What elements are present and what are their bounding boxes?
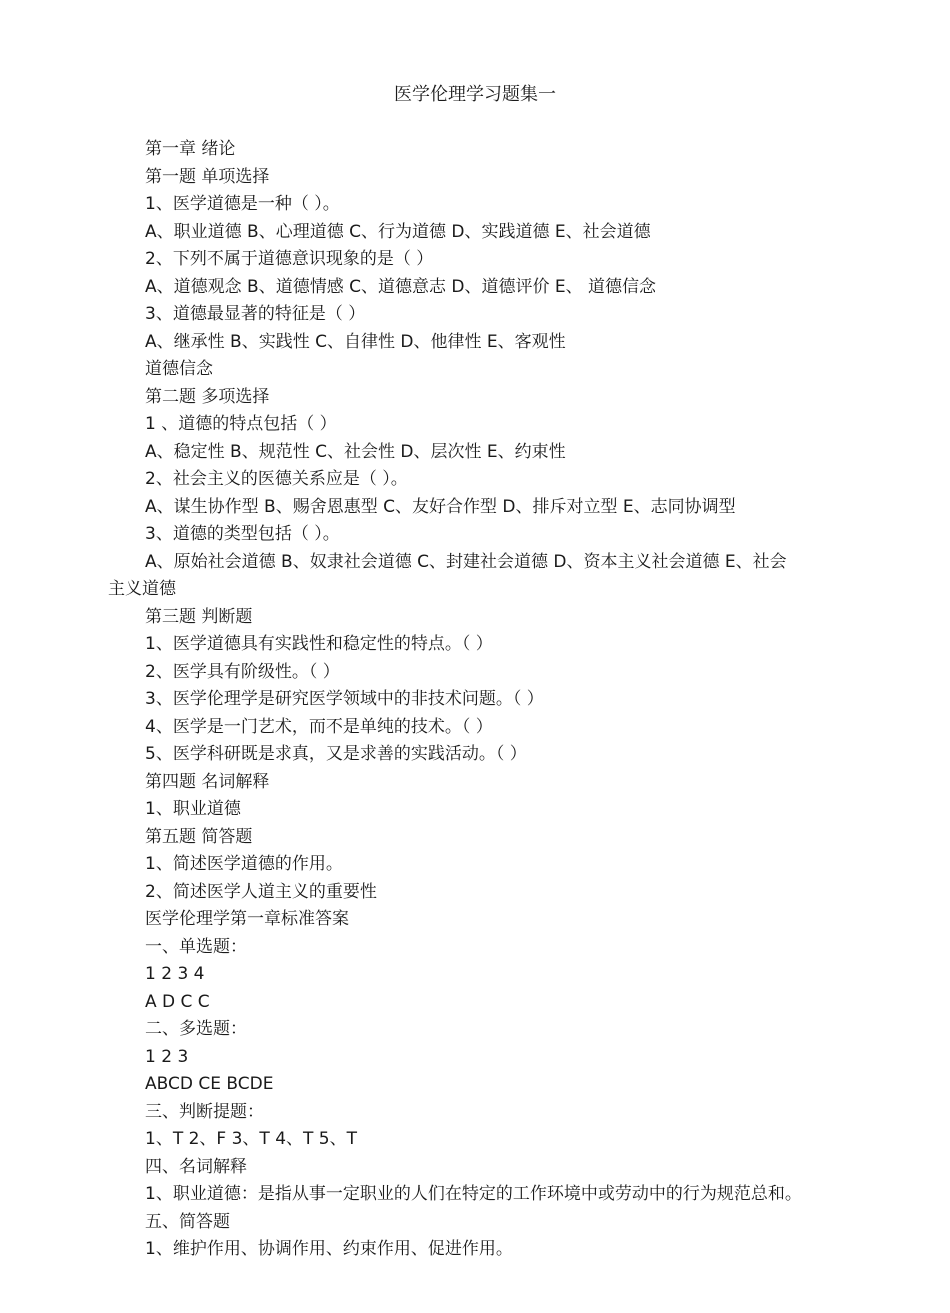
answer-values: 1、T 2、F 3、T 4、T 5、T	[145, 1129, 358, 1149]
answer-section-heading: 一、单选题：	[145, 937, 247, 957]
answer-values: ABCD CE BCDE	[145, 1074, 274, 1094]
question-text: 4、医学是一门艺术，而不是单纯的技术。（ ）	[145, 717, 493, 737]
answer-options: A、谋生协作型 B、赐舍恩惠型 C、友好合作型 D、排斥对立型 E、志同协调型	[145, 497, 736, 517]
answer-values: A D C C	[145, 992, 210, 1012]
section-heading-true-false: 第三题 判断题	[145, 607, 253, 627]
question-text: 1、医学道德具有实践性和稳定性的特点。（ ）	[145, 634, 493, 654]
document-title: 医学伦理学习题集一	[394, 84, 556, 105]
question-text: 3、道德的类型包括（ ）。	[145, 524, 340, 544]
section-heading-multiple-choice: 第二题 多项选择	[145, 387, 270, 407]
text-line: 道德信念	[145, 359, 213, 379]
answer-options: A、继承性 B、实践性 C、自律性 D、他律性 E、客观性	[145, 332, 566, 352]
question-text: 2、医学具有阶级性。（ ）	[145, 662, 340, 682]
answer-text: 1、职业道德：是指从事一定职业的人们在特定的工作环境中或劳动中的行为规范总和。	[145, 1184, 802, 1204]
answer-key-title: 医学伦理学第一章标准答案	[145, 909, 349, 929]
question-text: 1、职业道德	[145, 799, 241, 819]
answer-section-heading: 三、判断提题：	[145, 1102, 264, 1122]
question-text: 3、道德最显著的特征是（ ）	[145, 304, 366, 324]
answer-numbers: 1 2 3 4	[145, 964, 205, 984]
answer-options: A、原始社会道德 B、奴隶社会道德 C、封建社会道德 D、资本主义社会道德 E、社会	[145, 552, 787, 572]
question-text: 5、医学科研既是求真，又是求善的实践活动。（ ）	[145, 744, 527, 764]
answer-options: A、稳定性 B、规范性 C、社会性 D、层次性 E、约束性	[145, 442, 566, 462]
answer-options-continued: 主义道德	[108, 579, 176, 599]
section-heading-single-choice: 第一题 单项选择	[145, 167, 270, 187]
section-heading-short-answer: 第五题 简答题	[145, 827, 253, 847]
question-text: 3、医学伦理学是研究医学领域中的非技术问题。（ ）	[145, 689, 544, 709]
answer-numbers: 1 2 3	[145, 1047, 189, 1067]
chapter-heading: 第一章 绪论	[145, 139, 236, 159]
section-heading-term-definition: 第四题 名词解释	[145, 772, 270, 792]
answer-options: A、道德观念 B、道德情感 C、道德意志 D、道德评价 E、 道德信念	[145, 277, 657, 297]
answer-section-heading: 五、简答题	[145, 1212, 230, 1232]
question-text: 2、社会主义的医德关系应是（ ）。	[145, 469, 408, 489]
answer-text: 1、维护作用、协调作用、约束作用、促进作用。	[145, 1239, 513, 1259]
answer-section-heading: 二、多选题：	[145, 1019, 247, 1039]
question-text: 1、医学道德是一种（ ）。	[145, 194, 340, 214]
answer-section-heading: 四、名词解释	[145, 1157, 247, 1177]
question-text: 1、简述医学道德的作用。	[145, 854, 343, 874]
question-text: 2、下列不属于道德意识现象的是（ ）	[145, 249, 434, 269]
question-text: 1 、道德的特点包括（ ）	[145, 414, 337, 434]
question-text: 2、简述医学人道主义的重要性	[145, 882, 377, 902]
answer-options: A、职业道德 B、心理道德 C、行为道德 D、实践道德 E、社会道德	[145, 222, 651, 242]
